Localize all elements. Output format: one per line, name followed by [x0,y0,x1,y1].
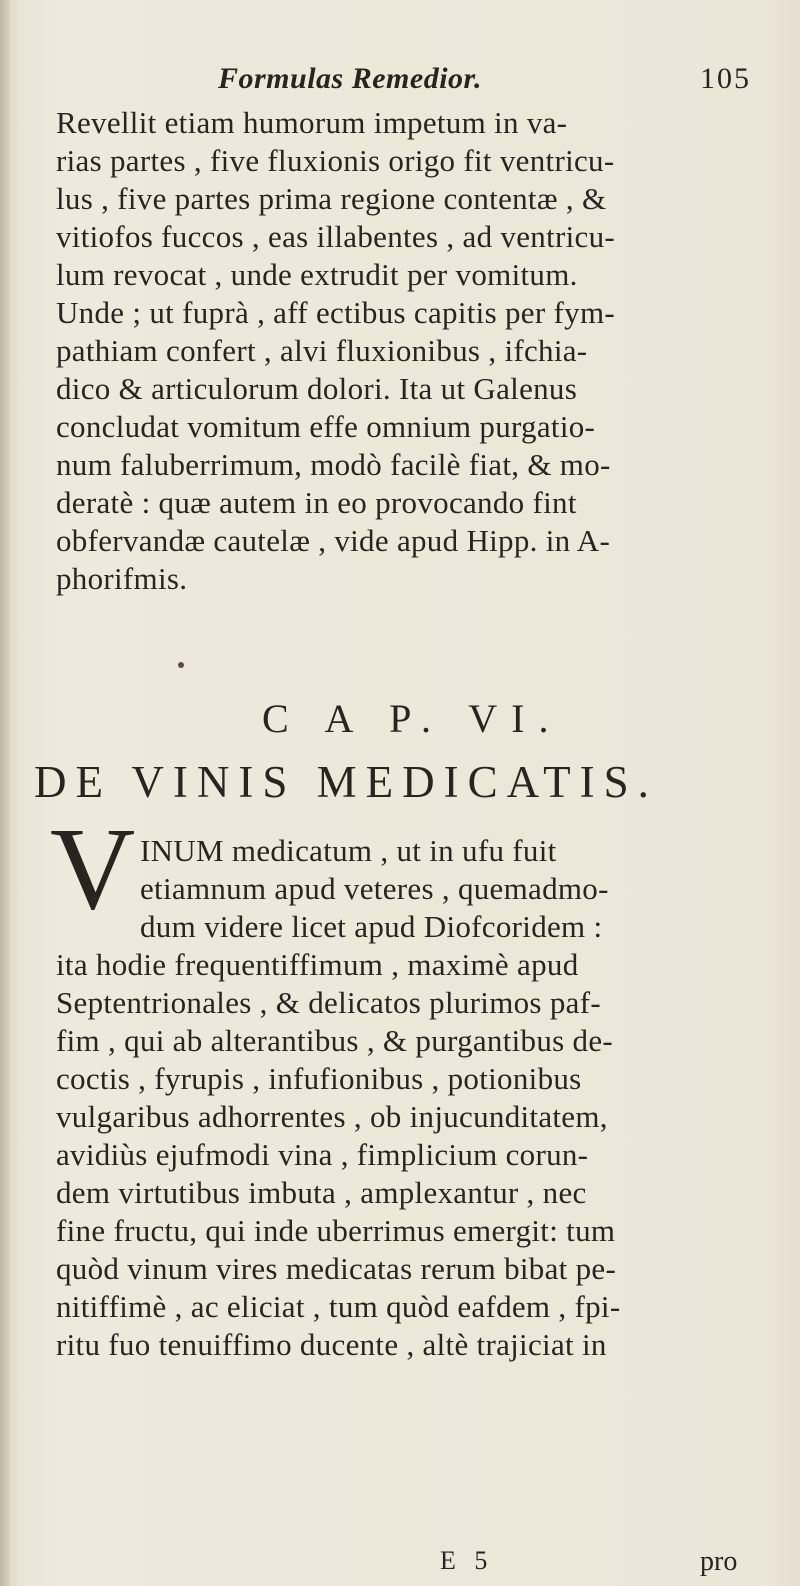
text-line: dico & articulorum dolori. Ita ut Galenus [56,371,578,406]
text-line: INUM medicatum , ut in ufu fuit [140,833,557,868]
text-line: Revellit etiam humorum impetum in va- [56,105,568,140]
text-line: ita hodie frequentiffimum , maximè apud [56,947,579,982]
text-line: vitiofos fuccos , eas illabentes , ad ventricu- [56,219,616,254]
text-line: avidiùs ejufmodi vina , fimplicium corun- [56,1137,589,1172]
text-line: deratè : quæ autem in eo provocando fint [56,485,577,520]
signature-mark: E 5 [440,1546,494,1575]
text-line: rias partes , five fluxionis origo fit ventricu- [56,143,615,178]
text-line: obfervandæ cautelæ , vide apud Hipp. in A- [56,523,611,558]
second-paragraph [56,946,776,1364]
ink-speck [178,662,184,668]
catchword: pro [700,1546,738,1577]
text-line: num faluberrimum, modò facilè fiat, & mo- [56,447,611,482]
text-line: dem virtutibus imbuta , amplexantur , nec [56,1175,587,1210]
chapter-title: DE VINIS MEDICATIS. [34,757,658,807]
drop-cap: V [50,803,136,934]
text-line: lum revocat , unde extrudit per vomitum. [56,257,578,292]
first-paragraph [56,104,776,598]
running-head: Formulas Remedior. [218,62,483,95]
text-line: fim , qui ab alterantibus , & purgantibus de- [56,1023,614,1058]
text-line: lus , five partes prima regione contentæ , & [56,181,607,216]
drop-cap-paragraph-lines [140,832,780,946]
text-line: quòd vinum vires medicatas rerum bibat pe- [56,1251,617,1286]
text-line: Septentrionales , & delicatos plurimos paf- [56,985,601,1020]
binding-edge [0,0,10,1586]
text-line: etiamnum apud veteres , quemadmo- [140,871,609,906]
text-line: coctis , fyrupis , infufionibus , potionibus [56,1061,582,1096]
text-line: pathiam confert , alvi fluxionibus , ifchia- [56,333,588,368]
text-line: vulgaribus adhorrentes , ob injucunditatem, [56,1099,608,1134]
text-line: nitiffimè , ac eliciat , tum quòd eafdem , fpi- [56,1289,621,1324]
page-number: 105 [700,62,751,95]
chapter-label: C A P. VI. [262,696,563,741]
text-line: concludat vomitum effe omnium purgatio- [56,409,596,444]
text-line: phorifmis. [56,561,188,596]
text-line: fine fructu, qui inde uberrimus emergit: tum [56,1213,616,1248]
text-line: dum videre licet apud Diofcoridem : [140,909,603,944]
text-line: Unde ; ut fuprà , aff ectibus capitis per fym- [56,295,615,330]
text-line: ritu fuo tenuiffimo ducente , altè trajiciat in [56,1327,607,1362]
